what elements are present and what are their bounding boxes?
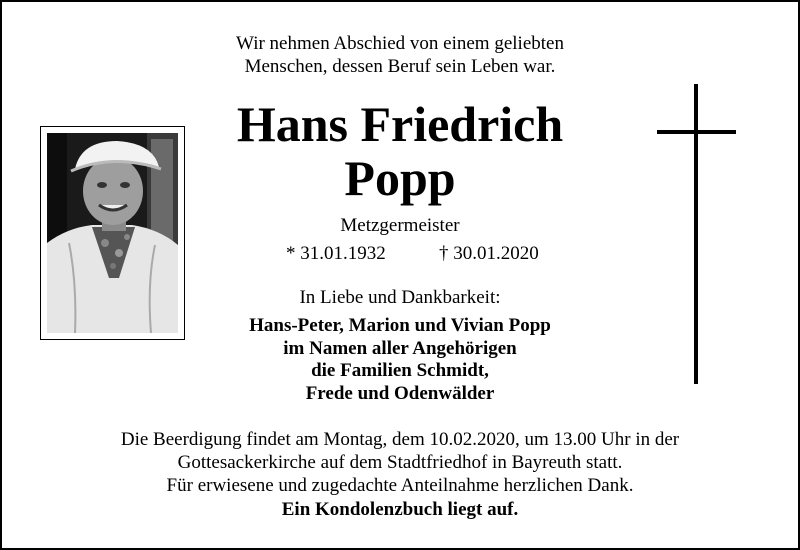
mourners-line: Hans-Peter, Marion und Vivian Popp [249,315,551,336]
funeral-line: Die Beerdigung findet am Montag, dem 10.02.2020, um 13.00 Uhr in der [120,429,680,450]
mourners-line: im Namen aller Angehörigen [283,337,517,359]
mourners-line: die Familien Schmidt, [311,360,489,381]
intro-line-2: Menschen, dessen Beruf sein Leben war. [244,56,556,77]
intro-line-1: Wir nehmen Abschied von einem geliebten [236,33,564,54]
birth-date: * 31.01.1932 [286,243,386,264]
deceased-surname: Popp [344,150,456,206]
mourners-line: Frede und Odenwälder [305,382,495,404]
funeral-line: Für erwiesene und zugedachte Anteilnahme herzlichen Dank. [166,475,634,496]
funeral-info [0,428,800,497]
deceased-first-names: Hans Friedrich [236,96,564,152]
mourners-label: In Liebe und Dankbarkeit: [299,287,501,308]
guestbook-notice: Ein Kondolenzbuch liegt auf. [281,499,519,520]
intro-text [0,32,800,78]
cross-horizontal-bar [657,130,736,134]
mourners-list [0,315,800,405]
profession: Metzgermeister [340,215,460,236]
funeral-line: Gottesackerkirche auf dem Stadtfriedhof in Bayreuth statt. [177,452,623,473]
death-date: † 30.01.2020 [439,243,539,264]
